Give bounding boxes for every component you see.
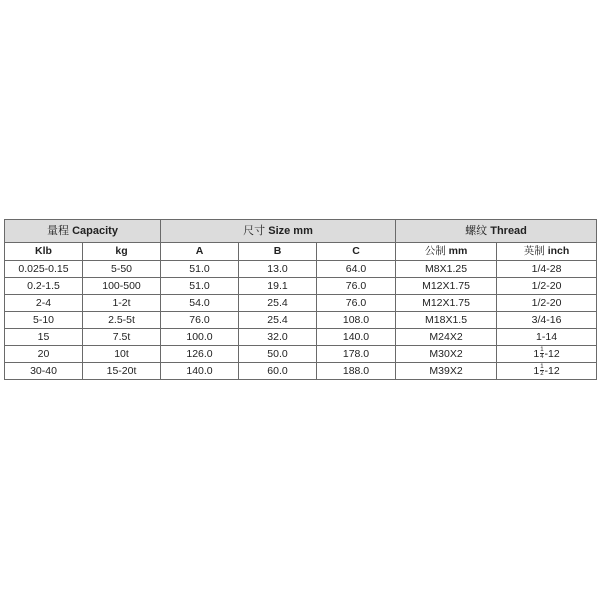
c-column-header: C bbox=[317, 243, 396, 261]
inch-thread-cell: 1/4-28 bbox=[497, 261, 597, 278]
inch-fraction bbox=[540, 347, 543, 360]
inch-thread-cell bbox=[497, 363, 597, 380]
group-header-row bbox=[5, 220, 597, 243]
klb-cell: 2-4 bbox=[5, 295, 83, 312]
imperial-column-cn: 英制 bbox=[523, 245, 545, 257]
klb-cell: 0.025-0.15 bbox=[5, 261, 83, 278]
a-cell: 51.0 bbox=[161, 278, 239, 295]
c-cell: 178.0 bbox=[317, 346, 396, 363]
b-cell: 25.4 bbox=[239, 312, 317, 329]
metric-column-en: mm bbox=[448, 245, 468, 257]
klb-cell: 20 bbox=[5, 346, 83, 363]
a-cell: 140.0 bbox=[161, 363, 239, 380]
spec-table bbox=[4, 219, 597, 380]
metric-thread-cell: M39X2 bbox=[396, 363, 497, 380]
kg-cell: 15-20t bbox=[83, 363, 161, 380]
c-cell: 76.0 bbox=[317, 278, 396, 295]
table-row bbox=[5, 295, 597, 312]
a-cell: 126.0 bbox=[161, 346, 239, 363]
table-row bbox=[5, 278, 597, 295]
inch-tail: -12 bbox=[544, 364, 560, 377]
inch-thread-cell: 3/4-16 bbox=[497, 312, 597, 329]
kg-cell: 10t bbox=[83, 346, 161, 363]
kg-cell: 1-2t bbox=[83, 295, 161, 312]
b-cell: 19.1 bbox=[239, 278, 317, 295]
b-cell: 50.0 bbox=[239, 346, 317, 363]
metric-thread-cell: M12X1.75 bbox=[396, 278, 497, 295]
inch-thread-cell bbox=[497, 346, 597, 363]
inch-thread-cell: 1/2-20 bbox=[497, 295, 597, 312]
c-cell: 64.0 bbox=[317, 261, 396, 278]
klb-column-header: Klb bbox=[5, 243, 83, 261]
a-cell: 51.0 bbox=[161, 261, 239, 278]
inch-thread-cell: 1-14 bbox=[497, 329, 597, 346]
capacity-group-header bbox=[5, 220, 161, 243]
b-cell: 25.4 bbox=[239, 295, 317, 312]
imperial-column-header bbox=[497, 243, 597, 261]
thread-group-header bbox=[396, 220, 597, 243]
metric-column-cn: 公制 bbox=[424, 245, 446, 257]
c-cell: 108.0 bbox=[317, 312, 396, 329]
a-column-header: A bbox=[161, 243, 239, 261]
b-cell: 32.0 bbox=[239, 329, 317, 346]
kg-column-header: kg bbox=[83, 243, 161, 261]
table-row bbox=[5, 261, 597, 278]
size-group-header bbox=[161, 220, 396, 243]
capacity-group-en: Capacity bbox=[72, 224, 118, 237]
metric-thread-cell: M30X2 bbox=[396, 346, 497, 363]
b-cell: 13.0 bbox=[239, 261, 317, 278]
c-cell: 188.0 bbox=[317, 363, 396, 380]
table-row bbox=[5, 329, 597, 346]
metric-column-header bbox=[396, 243, 497, 261]
thread-group-cn: 螺纹 bbox=[465, 224, 488, 237]
size-group-en: Size mm bbox=[268, 224, 313, 237]
imperial-column-en: inch bbox=[547, 245, 570, 257]
table-row bbox=[5, 363, 597, 380]
table-row bbox=[5, 312, 597, 329]
a-cell: 54.0 bbox=[161, 295, 239, 312]
b-cell: 60.0 bbox=[239, 363, 317, 380]
metric-thread-cell: M8X1.25 bbox=[396, 261, 497, 278]
column-header-row bbox=[5, 243, 597, 261]
size-group-cn: 尺寸 bbox=[243, 224, 266, 237]
kg-cell: 100-500 bbox=[83, 278, 161, 295]
thread-group-en: Thread bbox=[490, 224, 527, 237]
fraction-denominator: 4 bbox=[540, 354, 544, 361]
fraction-numerator: 1 bbox=[540, 347, 544, 354]
metric-thread-cell: M24X2 bbox=[396, 329, 497, 346]
a-cell: 100.0 bbox=[161, 329, 239, 346]
c-cell: 140.0 bbox=[317, 329, 396, 346]
klb-cell: 30-40 bbox=[5, 363, 83, 380]
kg-cell: 5-50 bbox=[83, 261, 161, 278]
b-column-header: B bbox=[239, 243, 317, 261]
table-row bbox=[5, 346, 597, 363]
kg-cell: 7.5t bbox=[83, 329, 161, 346]
fraction-denominator: 2 bbox=[540, 371, 544, 378]
fraction-numerator: 1 bbox=[540, 364, 544, 371]
inch-tail: -12 bbox=[544, 347, 560, 360]
kg-cell: 2.5-5t bbox=[83, 312, 161, 329]
c-cell: 76.0 bbox=[317, 295, 396, 312]
inch-whole: 1 bbox=[533, 364, 540, 377]
inch-whole: 1 bbox=[533, 347, 540, 360]
metric-thread-cell: M12X1.75 bbox=[396, 295, 497, 312]
inch-thread-cell: 1/2-20 bbox=[497, 278, 597, 295]
capacity-group-cn: 量程 bbox=[47, 224, 70, 237]
a-cell: 76.0 bbox=[161, 312, 239, 329]
metric-thread-cell: M18X1.5 bbox=[396, 312, 497, 329]
klb-cell: 15 bbox=[5, 329, 83, 346]
inch-fraction bbox=[540, 364, 543, 377]
klb-cell: 0.2-1.5 bbox=[5, 278, 83, 295]
klb-cell: 5-10 bbox=[5, 312, 83, 329]
